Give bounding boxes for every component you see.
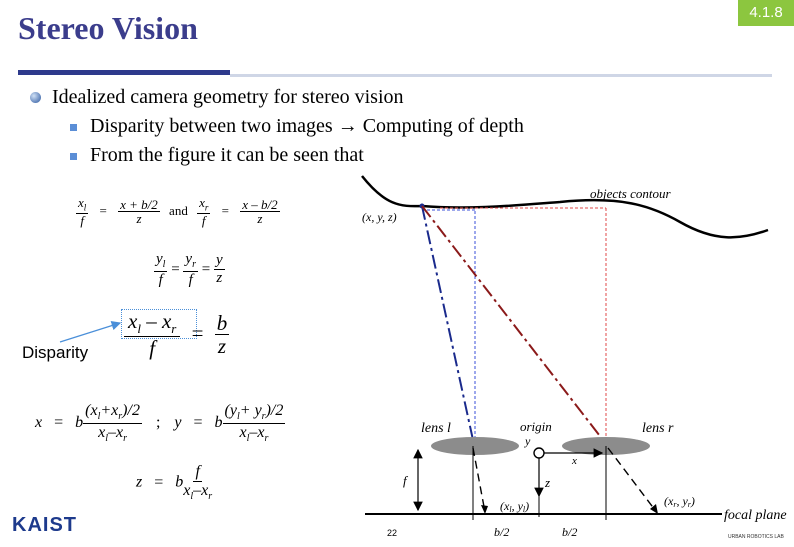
objects-contour-label: objects contour: [590, 186, 671, 201]
slide-title: Stereo Vision: [18, 10, 198, 46]
eq-text: x: [78, 195, 84, 210]
disparity-label: Disparity: [22, 343, 89, 362]
slide-number-badge: 4.1.8: [738, 0, 794, 26]
img-text: (x: [500, 499, 510, 513]
lens-l-label: lens l: [421, 421, 451, 436]
lens-r-label: lens r: [642, 421, 674, 436]
left-ray: [422, 206, 473, 440]
eq-text: z: [136, 473, 143, 491]
bullet-sub-2: From the figure it can be seen that: [90, 144, 364, 166]
eq-text: z: [136, 211, 142, 227]
eq-minus: –: [146, 309, 157, 333]
eq-text: x: [161, 309, 172, 333]
eq-text: x + b/2: [120, 196, 158, 212]
eq-equals: =: [54, 414, 64, 432]
eq-text: f: [80, 213, 84, 229]
eq-sub: l: [236, 411, 240, 423]
z-axis-label: z: [545, 475, 551, 490]
eq-sub: r: [208, 490, 213, 502]
eq-sub: l: [190, 490, 194, 502]
img-text: , y: [511, 499, 523, 513]
eq-minus: –: [107, 423, 116, 441]
eq-separator: ;: [155, 414, 161, 432]
image-right-coords: [664, 494, 695, 509]
focal-plane-label: focal plane: [724, 508, 787, 523]
eq-equals: =: [171, 261, 180, 278]
img-text: (x: [664, 494, 674, 508]
image-left-coords: [500, 499, 529, 514]
img-sub: r: [673, 500, 677, 509]
img-text: , y: [676, 494, 688, 508]
eq-text: x: [257, 423, 265, 441]
eq-text: x: [199, 195, 205, 210]
img-sub: l: [522, 505, 526, 514]
eq-text: b: [216, 310, 228, 335]
img-text: ): [525, 499, 530, 513]
eq-text: (x: [85, 402, 98, 419]
img-sub: l: [509, 505, 512, 514]
eq-text: f: [149, 335, 156, 360]
y-axis-label: y: [525, 434, 531, 448]
eq-equals: =: [154, 473, 164, 491]
eq-equals: =: [201, 261, 211, 278]
eq-sub: r: [192, 259, 196, 270]
eq-text: y: [156, 251, 163, 267]
eq-text: y: [174, 414, 182, 432]
right-ray-below: [608, 448, 655, 510]
eq-minus: –: [193, 481, 202, 499]
eq-sub: l: [97, 411, 101, 423]
eq-text: (y: [224, 402, 237, 419]
eq-equals: =: [221, 203, 229, 219]
eq-sub: r: [204, 202, 209, 213]
lens-left: [431, 437, 519, 455]
eq-text: +x: [100, 402, 119, 419]
eq-sub: r: [123, 432, 127, 444]
eq-sub: r: [118, 411, 123, 423]
eq-text: x: [183, 481, 191, 499]
img-text: ): [690, 494, 695, 508]
eq-minus: –: [249, 423, 258, 441]
eq-sub: r: [264, 432, 269, 444]
eq-equals: =: [99, 203, 107, 219]
eq-text: y: [185, 251, 193, 267]
eq-text: f: [188, 271, 193, 288]
bullet-sub-1: Disparity between two images → Computing of depth: [90, 115, 524, 137]
eq-text: x: [98, 423, 106, 441]
eq-text: )/2: [265, 402, 284, 419]
eq-text: + y: [239, 402, 262, 419]
eq-sub: l: [83, 202, 87, 213]
eq-text: x: [201, 481, 209, 499]
left-ray-arrowhead: [481, 505, 488, 514]
page-number: 22: [387, 528, 398, 538]
b-half-right-label: b/2: [562, 525, 578, 539]
focal-f-label: f: [403, 473, 407, 488]
kaist-logo: KAIST: [12, 514, 77, 536]
eq-text: x: [115, 423, 124, 441]
eq-text: f: [201, 213, 206, 229]
eq-text: b: [175, 473, 184, 491]
eq-sub: l: [246, 432, 250, 444]
eq-sub: l: [162, 259, 166, 270]
eq-text: z: [216, 270, 223, 287]
eq-text: x: [239, 423, 247, 441]
b-half-left-label: b/2: [494, 525, 510, 539]
right-ray: [422, 206, 603, 440]
bullet-main: Idealized camera geometry for stereo vision: [52, 86, 404, 108]
eq-and: and: [169, 203, 188, 219]
point-label: (x, y, z): [362, 210, 397, 224]
eq-text: x – b/2: [242, 196, 278, 212]
eq-sub: l: [105, 432, 108, 444]
eq-equals: =: [193, 414, 203, 432]
lab-name: URBAN ROBOTICS LAB: [728, 534, 784, 540]
eq-sub: l: [137, 321, 141, 337]
eq-text: x: [35, 414, 43, 432]
eq-equals: =: [191, 320, 204, 345]
eq-text: x: [128, 309, 138, 333]
eq-text: f: [195, 463, 200, 480]
left-ray-below: [473, 448, 485, 512]
eq-text: )/2: [122, 402, 140, 419]
eq-text: z: [257, 211, 263, 227]
eq-text: b: [214, 414, 223, 432]
eq-text: f: [158, 271, 163, 288]
eq-text: z: [217, 333, 227, 358]
img-sub: r: [687, 500, 691, 509]
eq-text: b: [75, 414, 84, 432]
eq-text: y: [215, 252, 223, 269]
eq-sub: r: [261, 411, 266, 423]
eq-sub: r: [171, 321, 177, 337]
x-axis-label: x: [572, 455, 577, 467]
origin-label: origin: [520, 419, 552, 434]
origin-marker: [534, 448, 544, 458]
